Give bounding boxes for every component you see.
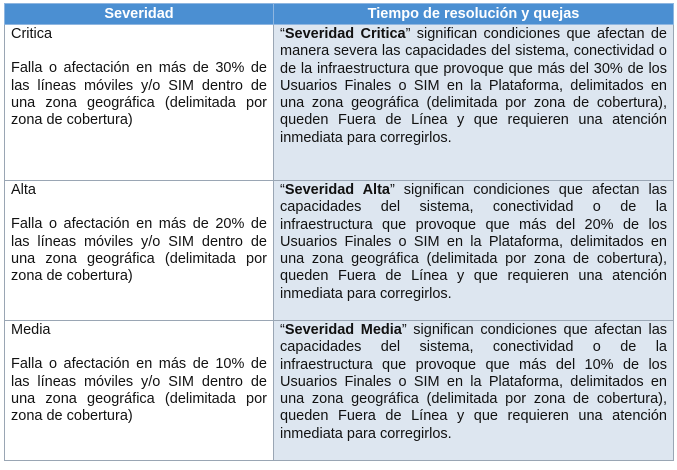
severity-term: Severidad Critica	[284, 26, 406, 42]
severity-table	[4, 3, 674, 461]
quote-close: ”	[401, 322, 407, 338]
table-row	[5, 321, 674, 461]
resolution-cell	[274, 321, 674, 461]
severity-term: Severidad Alta	[284, 182, 390, 198]
header-resolution: Tiempo de resolución y quejas	[274, 4, 674, 25]
quote-open: “	[280, 322, 285, 338]
severity-impact: Falla o afectación en más de 30% de las líneas móviles y/o SIM dentro de una zona geográfica (delimitada por zona de cobertura)	[11, 60, 267, 129]
quote-close: ”	[389, 182, 395, 198]
severity-level: Media	[11, 322, 51, 338]
severity-cell	[5, 181, 274, 321]
quote-open: “	[280, 26, 285, 42]
resolution-cell	[274, 25, 674, 181]
header-severity: Severidad	[5, 4, 274, 25]
severity-cell	[5, 321, 274, 461]
quote-open: “	[280, 182, 285, 198]
severity-term: Severidad Media	[284, 322, 402, 338]
severity-level: Critica	[11, 26, 53, 42]
severity-description: significan condiciones que afectan de manera severa las capacidades del sistema, conectividad o de la infraestructura que provoque que más del 30% de los Usuarios Finales o SIM en la Plataforma, delimitados en una zona geográfica (delimitada por zona de cobertura), queden Fuera de Línea y que requieren una atención inmediata para corregirlos.	[280, 26, 667, 146]
severity-description: significan condiciones que afectan las capacidades del sistema, conectividad o de la infraestructura que provoque que más del 10% de los Usuarios Finales o SIM en la Plataforma, delimitados en una zona geográfica (delimitada por zona de cobertura), queden Fuera de Línea y que requieren una atención inmediata para corregirlos.	[280, 322, 668, 442]
quote-close: ”	[405, 26, 411, 42]
table-row	[5, 181, 674, 321]
resolution-cell	[274, 181, 674, 321]
table-header-row	[5, 4, 674, 25]
severity-impact: Falla o afectación en más de 20% de las líneas móviles y/o SIM dentro de una zona geográfica (delimitada por zona de cobertura)	[11, 216, 267, 285]
severity-table-container	[4, 3, 673, 467]
table-row	[5, 25, 674, 181]
severity-description: significan condiciones que afectan las capacidades del sistema, conectividad o de la infraestructura que provoque que más del 20% de los Usuarios Finales o SIM en la Plataforma, delimitados en una zona geográfica (delimitada por zona de cobertura), queden Fuera de Línea y que requieren una atención inmediata para corregirlos.	[280, 182, 667, 302]
severity-impact: Falla o afectación en más de 10% de las líneas móviles y/o SIM dentro de una zona geográfica (delimitada por zona de cobertura)	[11, 356, 267, 425]
severity-cell	[5, 25, 274, 181]
severity-level: Alta	[11, 182, 36, 198]
